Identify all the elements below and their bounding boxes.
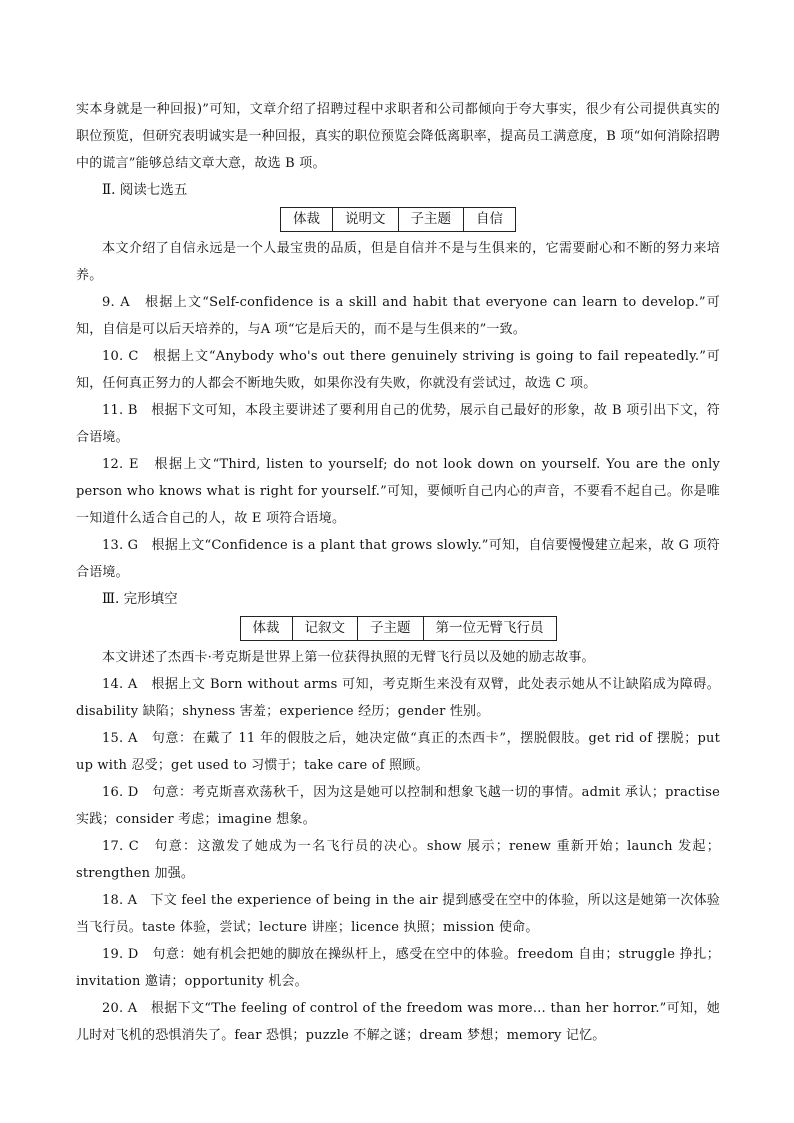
section-heading-reading: Ⅱ. 阅读七选五: [102, 182, 188, 198]
genre-value: 说明文: [333, 208, 399, 232]
genre-table: [240, 616, 557, 641]
answer-item: 18. A 下文 feel the experience of being in the air 提到感受在空中的体验，所以这是她第一次体验当飞行员。taste 体验，尝试；lecture 讲座；licence 执照；mission 使命。: [76, 893, 720, 935]
answer-item: 16. D 句意：考克斯喜欢荡秋千，因为这是她可以控制和想象飞越一切的事情。admit 承认；practise 实践；consider 考虑；imagine 想象。: [76, 785, 720, 827]
answer-item: 13. G 根据上文“Confidence is a plant that grows slowly.”可知，自信要慢慢建立起来，故 G 项符合语境。: [76, 538, 720, 580]
answer-item: 19. D 句意：她有机会把她的脚放在操纵杆上，感受在空中的体验。freedom 自由；struggle 挣扎；invitation 邀请；opportunity 机会。: [76, 947, 720, 989]
subtopic-value: 自信: [464, 208, 516, 232]
answer-item: 20. A 根据下文“The feeling of control of the freedom was more… than her horror.”可知，她儿时对飞机的恐惧消失了。fear 恐惧；puzzle 不解之谜；dream 梦想；memory 记忆。: [76, 1001, 720, 1043]
answer-item: 10. C 根据上文“Anybody who's out there genuinely striving is going to fail repeatedly.”可知，任何真正努力的人都会不断地失败，如果你没有失败，你就没有尝试过，故选 C 项。: [76, 349, 720, 391]
answer-item: 11. B 根据下文可知，本段主要讲述了要利用自己的优势，展示自己最好的形象，故 B 项引出下文，符合语境。: [76, 403, 720, 445]
genre-value: 记叙文: [292, 617, 358, 641]
subtopic-label: 子主题: [358, 617, 424, 641]
subtopic-label: 子主题: [398, 208, 464, 232]
answer-item: 12. E 根据上文“Third, listen to yourself; do not look down on yourself. You are the only person who knows what is right for yourself.”可知，要倾听自己内心的声音，不要看不起自己。你是唯一知道什么适合自己的人，故 E 项符合语境。: [76, 457, 720, 526]
document-page: [76, 96, 720, 1049]
answer-item: 9. A 根据上文“Self-confidence is a skill and habit that everyone can learn to develop.”可知，自信是可以后天培养的，与A 项“它是后天的，而不是与生俱来的”一致。: [76, 295, 720, 337]
section-heading-cloze: Ⅲ. 完形填空: [102, 591, 178, 607]
genre-table-wrap: [76, 204, 720, 235]
genre-table: [280, 207, 516, 232]
genre-label: 体裁: [240, 617, 292, 641]
answer-item: 14. A 根据上文 Born without arms 可知，考克斯生来没有双臂，此处表示她从不让缺陷成为障碍。disability 缺陷；shyness 害羞；experience 经历；gender 性别。: [76, 677, 720, 719]
summary-paragraph: 本文讲述了杰西卡·考克斯是世界上第一位获得执照的无臂飞行员以及她的励志故事。: [102, 650, 595, 665]
paragraph-continued: 实本身就是一种回报)”可知，文章介绍了招聘过程中求职者和公司都倾向于夸大事实，很少有公司提供真实的职位预览，但研究表明诚实是一种回报，真实的职位预览会降低离职率，提高员工满意度，B 项“如何消除招聘中的谎言”能够总结文章大意，故选 B 项。: [76, 102, 720, 171]
genre-label: 体裁: [281, 208, 333, 232]
answer-item: 15. A 句意：在戴了 11 年的假肢之后，她决定做“真正的杰西卡”，摆脱假肢。get rid of 摆脱；put up with 忍受；get used to 习惯于；take care of 照顾。: [76, 731, 720, 773]
genre-table-wrap: [76, 613, 720, 644]
subtopic-value: 第一位无臂飞行员: [423, 617, 556, 641]
summary-paragraph: 本文介绍了自信永远是一个人最宝贵的品质，但是自信并不是与生俱来的，它需要耐心和不断的努力来培养。: [76, 241, 720, 283]
answer-item: 17. C 句意：这激发了她成为一名飞行员的决心。show 展示；renew 重新开始；launch 发起；strengthen 加强。: [76, 839, 720, 881]
